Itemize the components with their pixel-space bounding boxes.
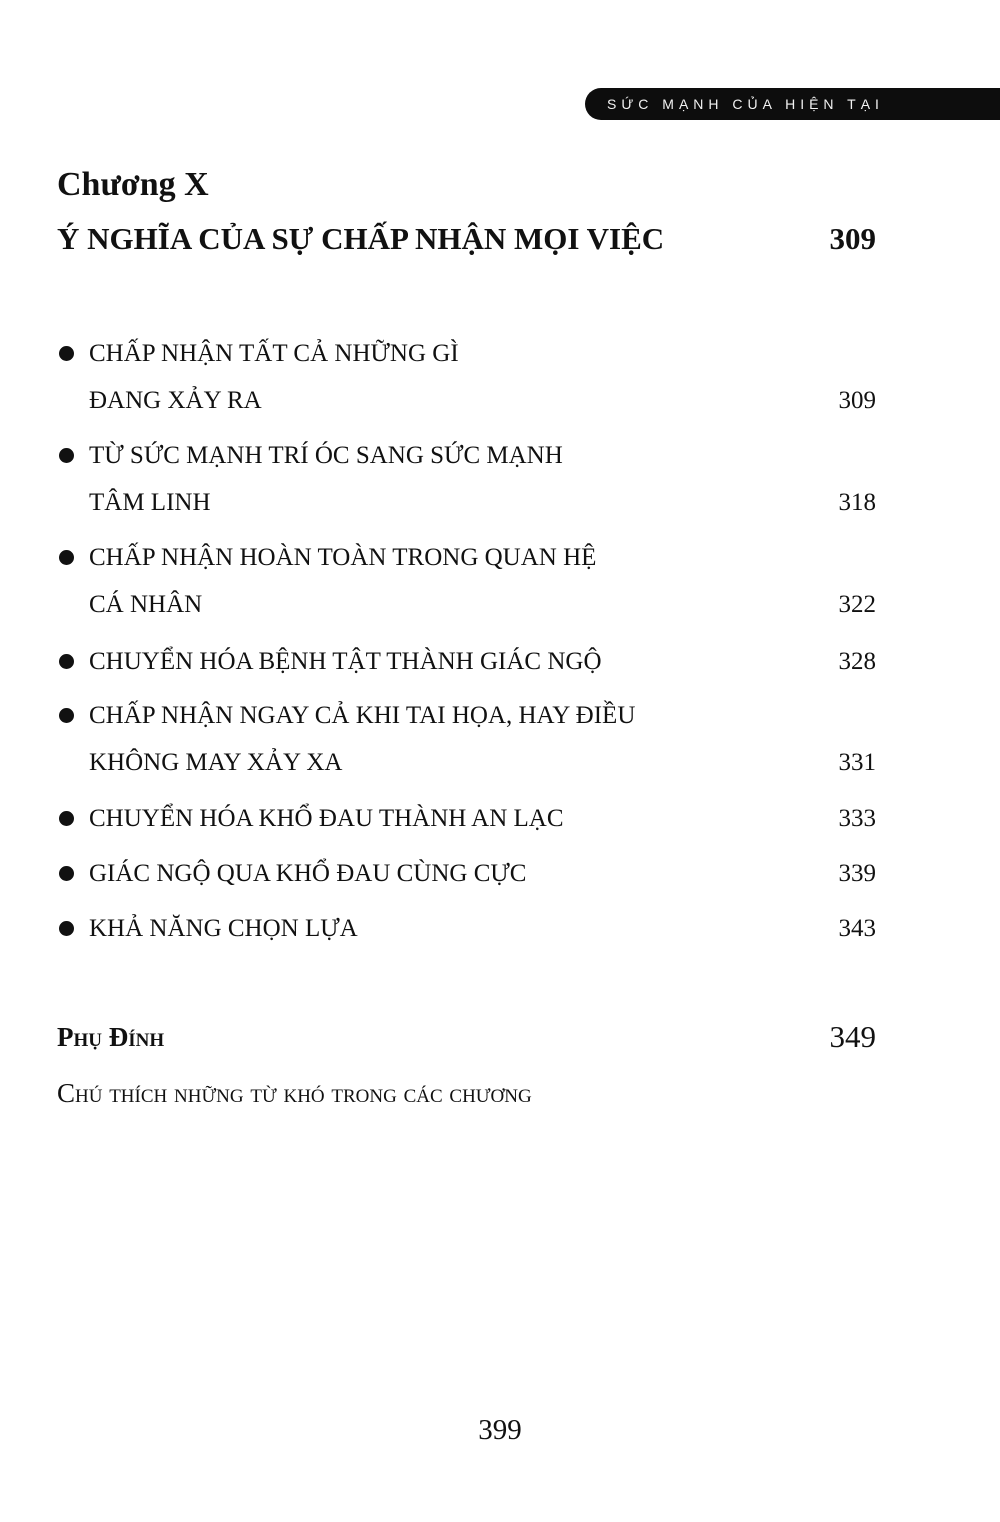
toc-entry-line: KHẢ NĂNG CHỌN LỰA <box>89 915 358 942</box>
toc-entry[interactable] <box>57 795 876 842</box>
toc-entry-page: 331 <box>838 749 876 776</box>
toc-entry[interactable] <box>57 534 876 628</box>
bullet-icon <box>57 850 85 897</box>
toc-entry-line: CHẤP NHẬN HOÀN TOÀN TRONG QUAN HỆ <box>89 544 597 571</box>
toc-entry-page: 309 <box>838 387 876 414</box>
chapter-label: Chương X <box>57 166 209 203</box>
toc-entry-line: TỪ SỨC MẠNH TRÍ ÓC SANG SỨC MẠNH <box>89 442 563 469</box>
toc-entry[interactable] <box>57 692 876 786</box>
toc-entry[interactable] <box>57 850 876 897</box>
running-header-title: SỨC MẠNH CỦA HIỆN TẠI <box>607 96 884 112</box>
toc-entry[interactable] <box>57 330 876 424</box>
toc-entry-line: GIÁC NGỘ QUA KHỔ ĐAU CÙNG CỰC <box>89 860 527 887</box>
bullet-icon <box>57 432 85 479</box>
toc-entry-line: CHẤP NHẬN TẤT CẢ NHỮNG GÌ <box>89 340 459 367</box>
toc-entry-line: KHÔNG MAY XẢY XA <box>89 749 343 776</box>
bullet-icon <box>57 534 85 581</box>
toc-entry-page: 339 <box>838 860 876 887</box>
page-number: 399 <box>478 1414 522 1446</box>
appendix-page-number: 349 <box>829 1019 876 1054</box>
running-header-band <box>585 88 1000 120</box>
chapter-page-number: 309 <box>829 221 876 256</box>
toc-entry-page: 328 <box>838 648 876 675</box>
toc-entry-page: 318 <box>838 489 876 516</box>
bullet-icon <box>57 330 85 377</box>
toc-entry-line: CÁ NHÂN <box>89 591 203 618</box>
chapter-title: Ý NGHĨA CỦA SỰ CHẤP NHẬN MỌI VIỆC <box>57 221 665 256</box>
toc-entry[interactable] <box>57 638 876 685</box>
toc-entry[interactable] <box>57 905 876 952</box>
toc-entry-page: 343 <box>838 915 876 942</box>
toc-entry-line: CHUYỂN HÓA BỆNH TẬT THÀNH GIÁC NGỘ <box>89 648 602 675</box>
toc-entry-line: ĐANG XẢY RA <box>89 387 262 414</box>
toc-entry-line: CHUYỂN HÓA KHỔ ĐAU THÀNH AN LẠC <box>89 805 564 832</box>
bullet-icon <box>57 795 85 842</box>
appendix-subtitle: Chú thích những từ khó trong các chương <box>57 1078 532 1108</box>
toc-entry-page: 333 <box>838 805 876 832</box>
bullet-icon <box>57 905 85 952</box>
toc-entry-line: CHẤP NHẬN NGAY CẢ KHI TAI HỌA, HAY ĐIỀU <box>89 702 636 729</box>
bullet-icon <box>57 692 85 739</box>
toc-entry-line: TÂM LINH <box>89 489 211 516</box>
bullet-icon <box>57 638 85 685</box>
appendix-title[interactable]: Phụ Đính <box>57 1022 165 1052</box>
toc-entry-page: 322 <box>838 591 876 618</box>
toc-entry[interactable] <box>57 432 876 526</box>
